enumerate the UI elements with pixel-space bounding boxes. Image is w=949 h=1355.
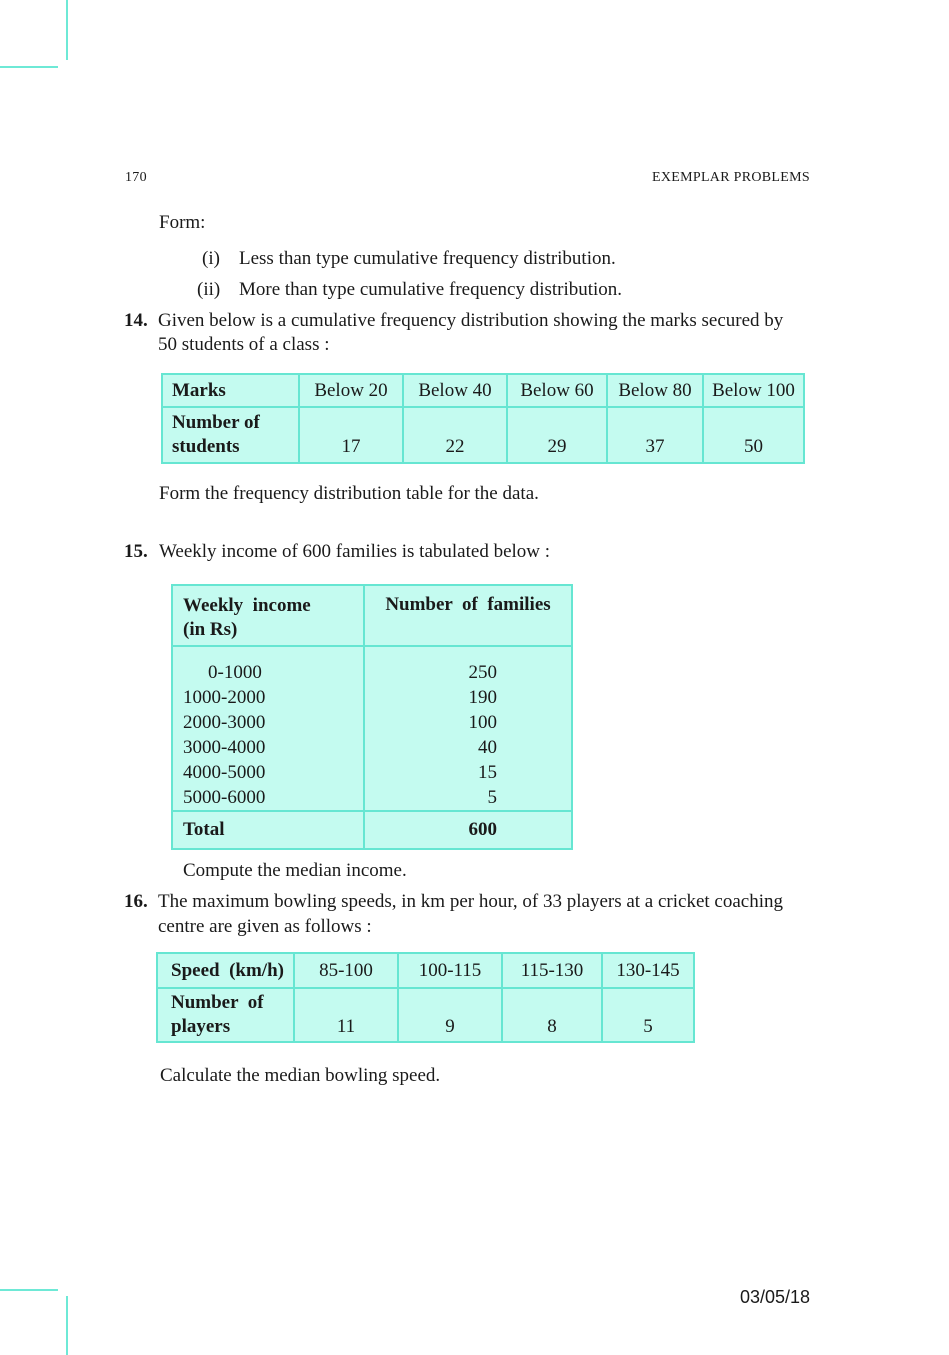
table-cell: Below 60 bbox=[507, 374, 607, 407]
table-cell: Below 40 bbox=[403, 374, 507, 407]
question-number: 16. bbox=[124, 891, 148, 912]
cumulative-marks-table bbox=[161, 373, 805, 464]
families-cell: 190 bbox=[468, 687, 497, 708]
table-cell: 5 bbox=[602, 988, 694, 1042]
crop-mark-bottom-horizontal bbox=[0, 1289, 58, 1291]
total-label: Total bbox=[172, 811, 364, 849]
running-title: EXEMPLAR PROBLEMS bbox=[652, 170, 810, 185]
table-cell: 100-115 bbox=[398, 953, 502, 988]
footer-date: 03/05/18 bbox=[740, 1287, 811, 1307]
question-number: 14. bbox=[124, 310, 148, 331]
bowling-speed-table bbox=[156, 952, 695, 1043]
table-cell: 29 bbox=[507, 407, 607, 463]
form-label: Form: bbox=[159, 212, 206, 233]
question-number: 15. bbox=[124, 541, 148, 562]
column-header-line: Weekly income bbox=[183, 595, 311, 616]
table-cell: 11 bbox=[294, 988, 398, 1042]
instruction-text: Calculate the median bowling speed. bbox=[160, 1065, 441, 1086]
table-cell: 85-100 bbox=[294, 953, 398, 988]
income-cell: 4000-5000 bbox=[183, 762, 266, 783]
instruction-text: Compute the median income. bbox=[183, 860, 407, 881]
row-header bbox=[162, 407, 299, 463]
income-column bbox=[172, 646, 364, 811]
question-text: The maximum bowling speeds, in km per hour, of 33 players at a cricket coaching bbox=[158, 891, 784, 912]
weekly-income-table bbox=[171, 584, 573, 850]
crop-mark-bottom-vertical bbox=[66, 1296, 68, 1355]
crop-mark-top-horizontal bbox=[0, 66, 58, 68]
table-cell: 130-145 bbox=[602, 953, 694, 988]
row-header bbox=[157, 988, 294, 1042]
table-cell: 50 bbox=[703, 407, 804, 463]
table-cell: 9 bbox=[398, 988, 502, 1042]
question-text: 50 students of a class : bbox=[158, 334, 330, 355]
page-number: 170 bbox=[125, 170, 147, 185]
list-item-text: More than type cumulative frequency distribution. bbox=[239, 279, 623, 300]
total-value: 600 bbox=[364, 811, 572, 849]
column-header bbox=[172, 585, 364, 646]
families-cell: 15 bbox=[478, 762, 497, 783]
crop-mark-top-vertical bbox=[66, 0, 68, 60]
table-cell: Below 20 bbox=[299, 374, 403, 407]
row-header: Speed (km/h) bbox=[157, 953, 294, 988]
families-cell: 5 bbox=[487, 787, 497, 808]
list-item-text: Less than type cumulative frequency distribution. bbox=[239, 248, 616, 269]
table-cell: 8 bbox=[502, 988, 602, 1042]
income-cell: 5000-6000 bbox=[183, 787, 266, 808]
column-header: Number of families bbox=[364, 585, 572, 646]
table-cell: Below 100 bbox=[703, 374, 804, 407]
table-cell: 115-130 bbox=[502, 953, 602, 988]
question-text: Weekly income of 600 families is tabulated below : bbox=[159, 541, 551, 562]
income-cell: 0-1000 bbox=[208, 662, 262, 683]
table-cell: 22 bbox=[403, 407, 507, 463]
income-cell: 1000-2000 bbox=[183, 687, 266, 708]
income-cell: 3000-4000 bbox=[183, 737, 266, 758]
table-cell: Below 80 bbox=[607, 374, 703, 407]
row-header-line: players bbox=[171, 1016, 231, 1037]
row-header-line: Number of bbox=[172, 412, 260, 433]
income-cell: 2000-3000 bbox=[183, 712, 266, 733]
list-item-marker: (i) bbox=[202, 248, 220, 269]
table-cell: 17 bbox=[299, 407, 403, 463]
families-cell: 100 bbox=[468, 712, 497, 733]
column-header-line: (in Rs) bbox=[183, 619, 238, 640]
instruction-text: Form the frequency distribution table for the data. bbox=[159, 483, 539, 504]
row-header: Marks bbox=[162, 374, 299, 407]
row-header-line: students bbox=[172, 436, 240, 457]
question-text: Given below is a cumulative frequency distribution showing the marks secured by bbox=[158, 310, 784, 331]
list-item-marker: (ii) bbox=[197, 279, 221, 300]
families-column bbox=[364, 646, 572, 811]
question-text: centre are given as follows : bbox=[158, 916, 372, 937]
table-cell: 37 bbox=[607, 407, 703, 463]
families-cell: 250 bbox=[468, 662, 497, 683]
families-cell: 40 bbox=[478, 737, 497, 758]
row-header-line: Number of bbox=[171, 992, 264, 1013]
